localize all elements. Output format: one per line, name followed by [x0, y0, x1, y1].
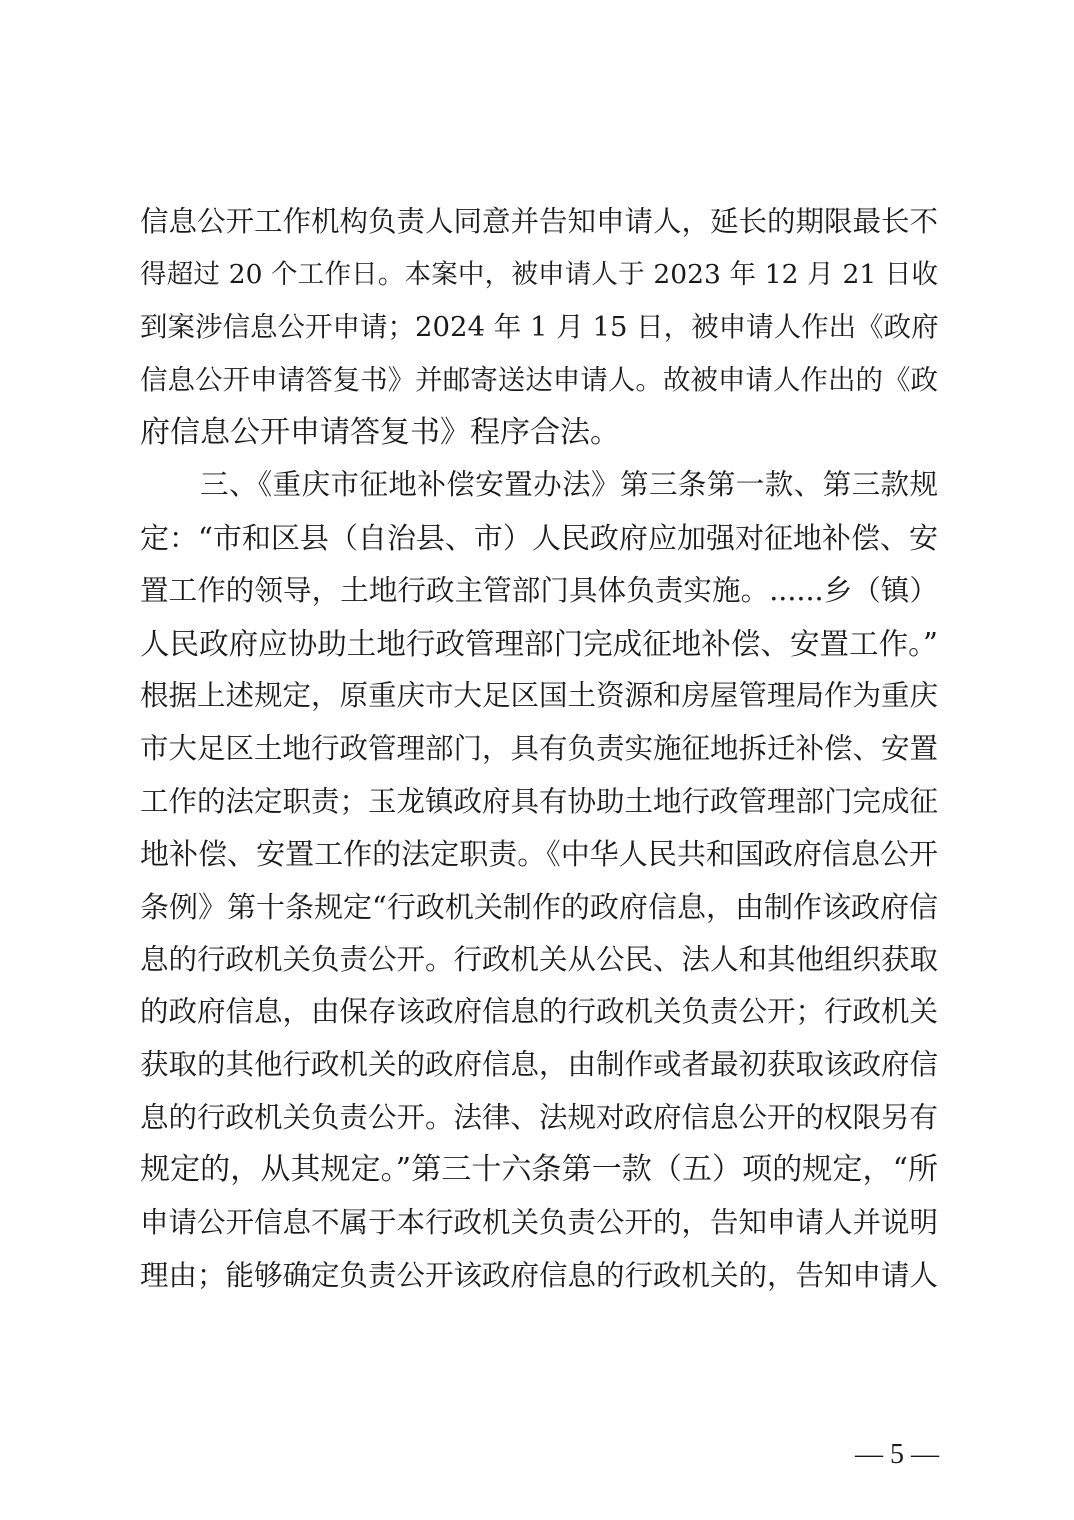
text-line: 人民政府应协助土地行政管理部门完成征地补偿、安置工作。”: [140, 626, 938, 661]
text-line: 到案涉信息公开申请；2024 年 1 月 15 日，被申请人作出《政府: [140, 311, 939, 344]
text-line: 规定的，从其规定。”第三十六条第一款（五）项的规定，“所: [140, 1152, 938, 1188]
text-line: 根据上述规定，原重庆市大足区国土资源和房屋管理局作为重庆: [140, 679, 939, 713]
text-line: 市大足区土地行政管理部门，具有负责实施征地拆迁补偿、安置: [140, 731, 939, 765]
text-line: 定：“市和区县（自治县、市）人民政府应加强对征地补偿、安: [140, 521, 938, 556]
paragraph-start-line: 三、《重庆市征地补偿安置办法》第三条第一款、第三款规: [200, 468, 938, 502]
text-line: 息的行政机关负责公开。行政机关从公民、法人和其他组织获取: [140, 942, 939, 976]
body-text: [140, 196, 938, 1302]
text-line: 申请公开信息不属于本行政机关负责公开的，告知申请人并说明: [140, 1206, 939, 1240]
text-line: 得超过 20 个工作日。本案中，被申请人于 2023 年 12 月 21 日收: [140, 258, 938, 290]
page-number: — 5 —: [855, 1439, 939, 1470]
text-line: 获取的其他行政机关的政府信息，由制作或者最初获取该政府信: [140, 1048, 939, 1081]
text-line: 息的行政机关负责公开。法律、法规对政府信息公开的权限另有: [140, 1100, 939, 1134]
text-line: 的政府信息，由保存该政府信息的行政机关负责公开；行政机关: [140, 995, 939, 1029]
text-line: 条例》第十条规定“行政机关制作的政府信息，由制作该政府信: [140, 889, 938, 924]
text-line: 工作的法定职责；玉龙镇政府具有协助土地行政管理部门完成征: [140, 784, 939, 818]
text-line: 理由；能够确定负责公开该政府信息的行政机关的，告知申请人: [140, 1258, 939, 1292]
text-line: 地补偿、安置工作的法定职责。《中华人民共和国政府信息公开: [140, 837, 938, 872]
text-line: 府信息公开申请答复书》程序合法。: [140, 414, 620, 450]
text-line: 信息公开工作机构负责人同意并告知申请人，延长的期限最长不: [140, 205, 939, 238]
text-line: 信息公开申请答复书》并邮寄送达申请人。故被申请人作出的《政: [140, 364, 938, 397]
text-line: 置工作的领导，土地行政主管部门具体负责实施。......乡（镇）: [140, 573, 938, 607]
